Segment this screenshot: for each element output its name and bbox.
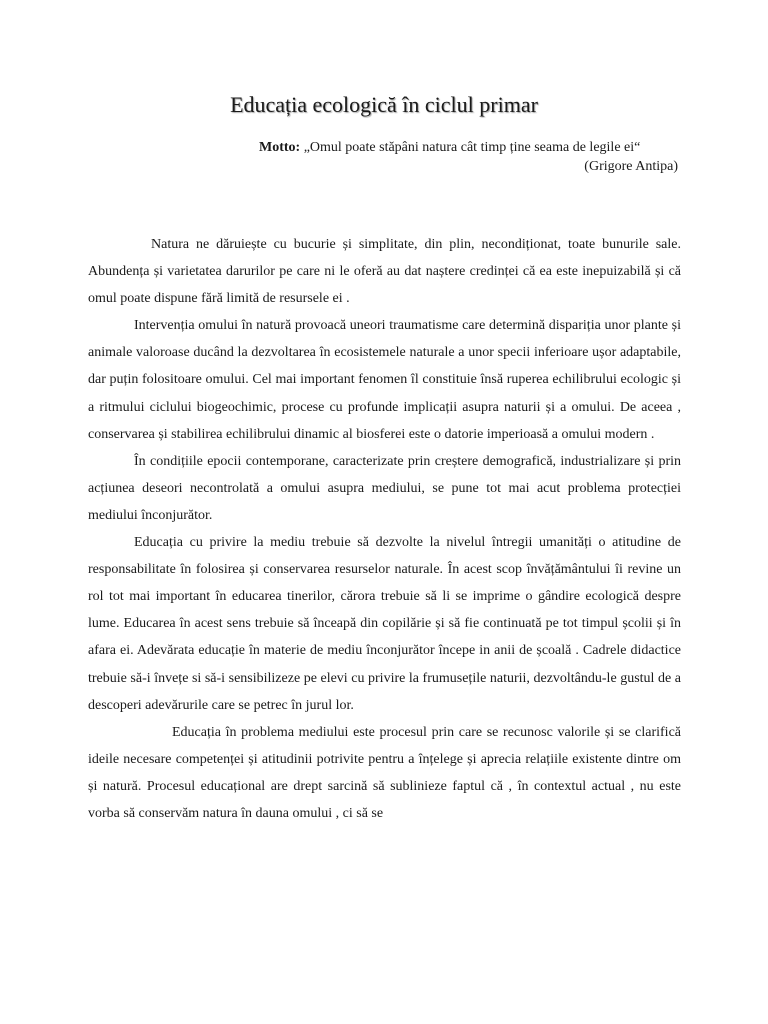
motto-line <box>259 140 640 156</box>
document-body <box>88 231 681 854</box>
motto-author: (Grigore Antipa) <box>584 159 678 174</box>
paragraph: În condițiile epocii contemporane, caracterizate prin creștere demografică, industrializare și prin acțiunea deseori necontrolată a omului asupra mediului, se pune tot mai acut problema protecției mediului înconjurător. <box>88 453 681 523</box>
paragraph: Natura ne dăruiește cu bucurie și simplitate, din plin, necondiționat, toate bunurile sale. Abundența și varietatea darurilor pe care ni le oferă au dat naștere credinței că ea este inepuizabilă și că omul poate dispune fără limită de resursele ei . <box>88 237 681 307</box>
paragraph: Intervenția omului în natură provoacă uneori traumatisme care determină dispariția unor plante și animale valoroase ducând la dezvoltarea în ecosistemele naturale a unor specii inferioare ușor adaptabile, dar puțin folositoare omului. Cel mai important fenomen îl constituie însă ruperea echilibrului ecologic și a ritmului ciclului biogeochimic, procese cu profunde implicații asupra naturii și a omului. De aceea , conservarea și stabilirea echilibrului dinamic al biosferei este o datorie imperioasă a omului modern . <box>88 318 681 442</box>
motto-quote: „Omul poate stăpâni natura cât timp ține seama de legile ei“ <box>303 140 641 155</box>
paragraph: Educația în problema mediului este procesul prin care se recunosc valorile și se clarifică ideile necesare competenței și atitudinii potrivite pentru a înțelege și aprecia relațiile existente dintre om și natură. Procesul educațional are drept sarcină să sublinieze faptul că , în contextul actual , nu este vorba să conservăm natura în dauna omului , ci să se <box>88 724 681 821</box>
document-title: Educația ecologică în ciclul primar <box>230 92 538 117</box>
paragraph: Educația cu privire la mediu trebuie să dezvolte la nivelul întregii umanități o atitudine de responsabilitate în folosirea și conservarea resurselor naturale. În acest scop învățământului îi revine un rol tot mai important în educarea tinerilor, cărora trebuie să li se imprime o gândire ecologică despre lume. Educarea în acest sens trebuie să înceapă din copilărie și să fie continuată pe tot timpul școlii și în afara ei. Adevărata educație în materie de mediu înconjurător începe in anii de școală . Cadrele didactice trebuie să-i învețe si să-i sensibilizeze pe elevi cu privire la frumusețile naturii, dezvoltându-le gustul de a descoperi adevărurile care se petrec în jurul lor. <box>88 535 681 713</box>
motto-label: Motto: <box>259 140 301 155</box>
